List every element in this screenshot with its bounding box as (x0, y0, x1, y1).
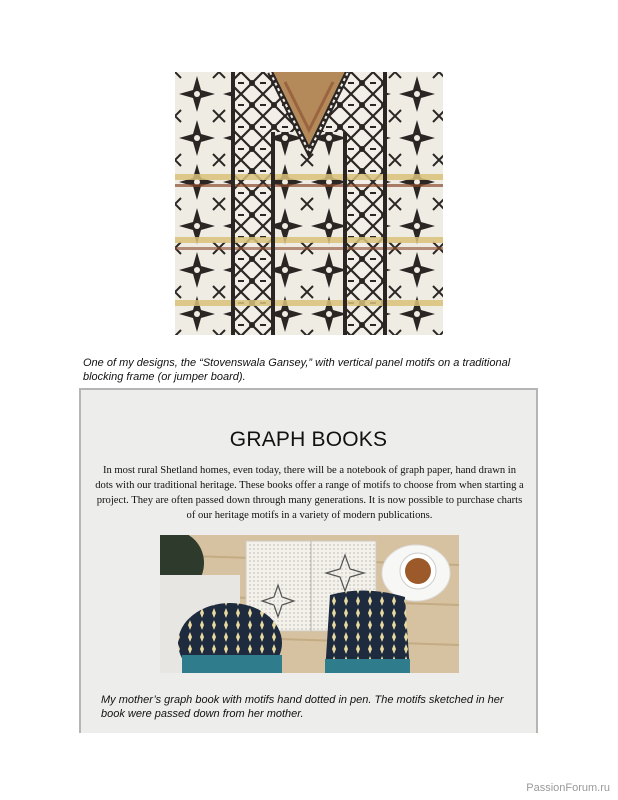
sweater-photo (175, 72, 443, 335)
graph-book-photo (160, 535, 459, 673)
sidebar-title: GRAPH BOOKS (229, 428, 388, 451)
top-photo-caption: One of my designs, the “Stovenswala Gansey,” with vertical panel motifs on a traditional blocking frame (or jumper board). (83, 357, 511, 383)
graph-books-sidebar (79, 388, 538, 733)
graph-book-caption: My mother’s graph book with motifs hand dotted in pen. The motifs sketched in her book were passed down from her mother. (101, 694, 504, 720)
sidebar-body-text: In most rural Shetland homes, even today, there will be a notebook of graph paper, hand drawn in dots with our traditional heritage. These books offer a range of motifs to choose from when starting a project. They are often passed down through many generations. It is now possible to purchase charts of our heritage motifs in a variety of modern publications. (95, 465, 524, 521)
watermark: PassionForum.ru (526, 782, 610, 794)
